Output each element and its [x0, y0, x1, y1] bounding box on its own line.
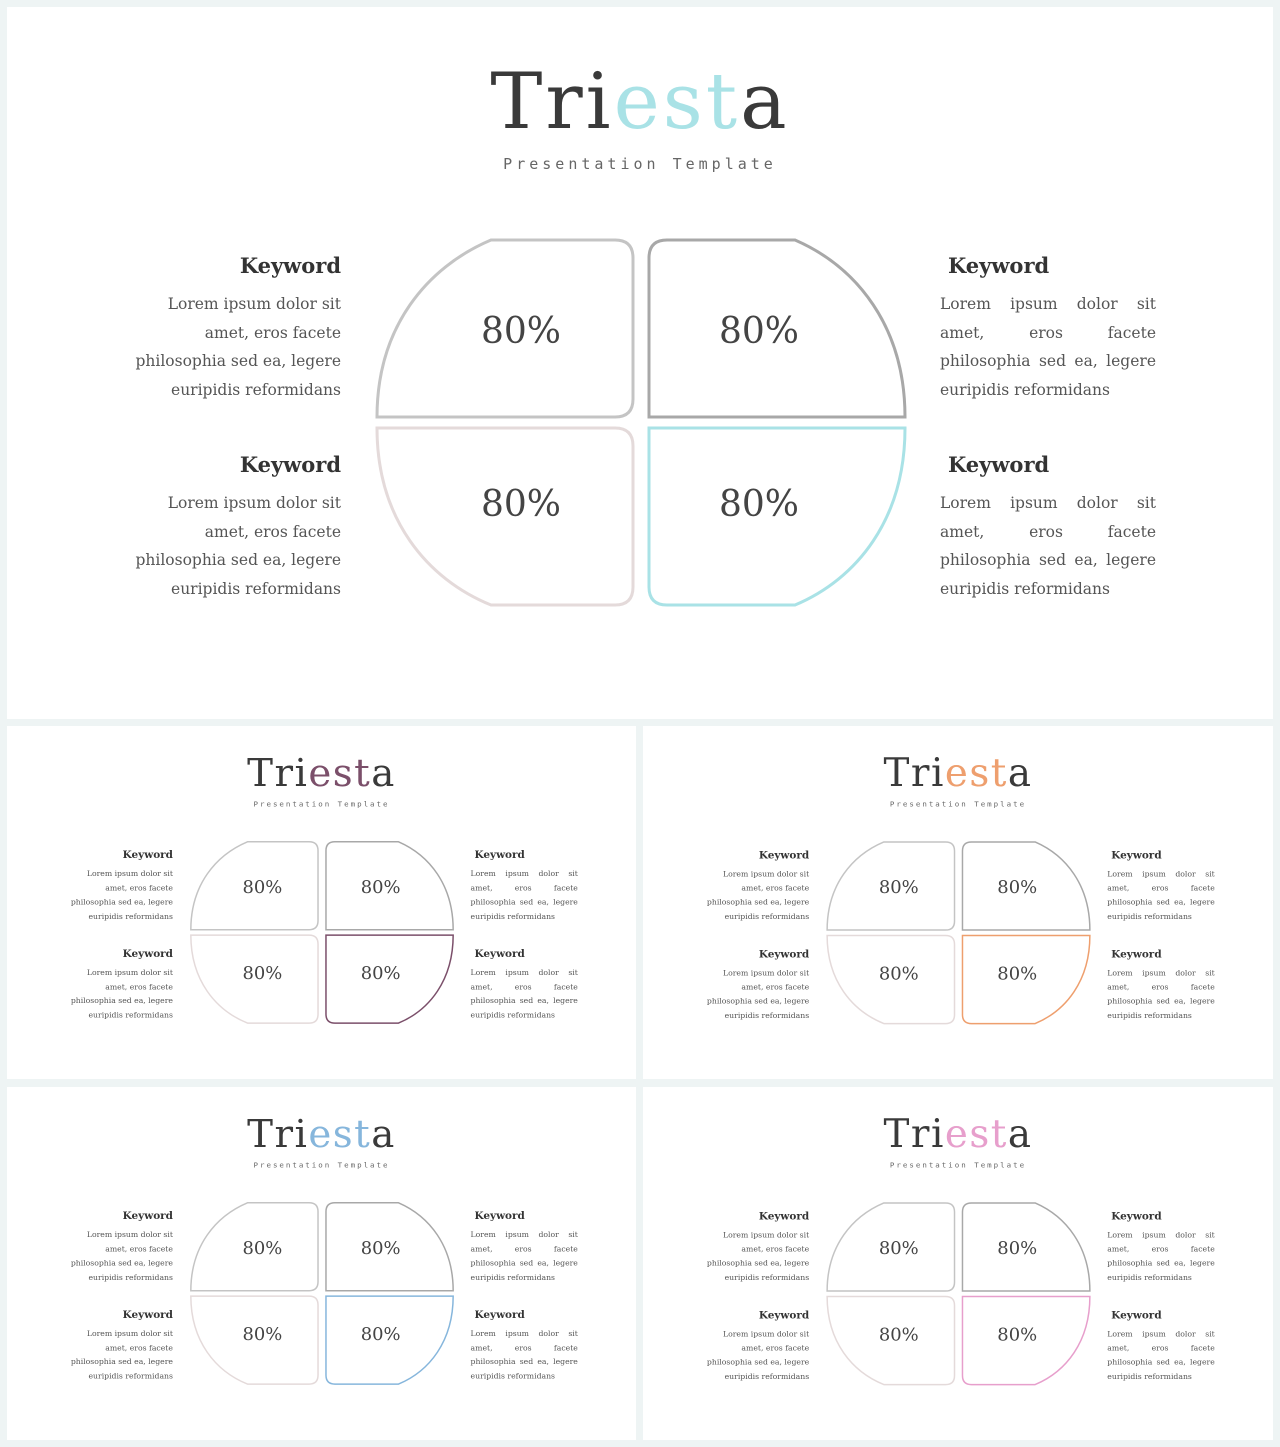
keyword-desc-bottom-right: Lorem ipsum dolor sit amet, eros facete philosophia sed ea, legere euripidis reformidans — [940, 494, 1156, 598]
quadrant-value-top-right: 80% — [360, 877, 401, 898]
keyword-heading-top-right: Keyword — [1111, 848, 1162, 861]
quadrant-value-bottom-right: 80% — [718, 484, 799, 525]
slide-subtitle: Presentation Template — [889, 799, 1027, 809]
keyword-desc-bottom-left: Lorem ipsum dolor sit amet, eros facete philosophia sed ea, legere euripidis reformidans — [70, 967, 173, 1020]
keyword-heading-top-left: Keyword — [758, 1209, 810, 1222]
keyword-heading-bottom-left: Keyword — [122, 1308, 173, 1321]
title-part-accent: est — [308, 750, 372, 796]
keyword-heading-bottom-right: Keyword — [474, 947, 525, 960]
keyword-desc-top-left: Lorem ipsum dolor sit amet, eros facete philosophia sed ea, legere euripidis reformidans — [706, 869, 810, 921]
keyword-heading-top-left: Keyword — [122, 848, 173, 861]
keyword-desc-bottom-right: Lorem ipsum dolor sit amet, eros facete philosophia sed ea, legere euripidis reformidans — [470, 1328, 578, 1381]
keyword-heading-top-right: Keyword — [474, 1209, 525, 1222]
keyword-desc-bottom-left: Lorem ipsum dolor sit amet, eros facete philosophia sed ea, legere euripidis reformidans — [706, 1329, 810, 1381]
title-part-1: Tri — [490, 57, 614, 147]
quadrant-value-top-left: 80% — [242, 1238, 283, 1259]
quadrant-value-bottom-left: 80% — [878, 1324, 919, 1345]
quadrant-value-top-left: 80% — [480, 311, 561, 352]
keyword-desc-bottom-right: Lorem ipsum dolor sit amet, eros facete philosophia sed ea, legere euripidis reformidans — [1107, 1329, 1215, 1381]
keyword-heading-top-left: Keyword — [758, 848, 810, 861]
slide-plum[interactable] — [7, 726, 636, 1079]
title-part-1: Tri — [247, 750, 309, 796]
keyword-heading-bottom-right: Keyword — [948, 452, 1050, 477]
quadrant-value-bottom-left: 80% — [878, 963, 919, 984]
quadrant-value-top-left: 80% — [878, 877, 919, 898]
quadrant-value-top-right: 80% — [997, 877, 1038, 898]
keyword-heading-bottom-left: Keyword — [758, 947, 810, 960]
slide-blue[interactable] — [7, 1087, 636, 1440]
slide-subtitle: Presentation Template — [253, 1160, 390, 1170]
title-part-accent: est — [613, 57, 741, 147]
title-part-3: a — [740, 57, 790, 147]
keyword-desc-top-right: Lorem ipsum dolor sit amet, eros facete philosophia sed ea, legere euripidis reformidans — [940, 295, 1156, 399]
slide-pink[interactable] — [643, 1087, 1273, 1440]
quadrant-value-top-right: 80% — [360, 1238, 401, 1259]
quadrant-value-bottom-left: 80% — [242, 962, 283, 984]
quadrant-value-bottom-right: 80% — [360, 962, 401, 984]
quadrant-value-bottom-right: 80% — [997, 963, 1038, 984]
title-part-3: a — [371, 750, 396, 796]
quadrant-value-bottom-left: 80% — [480, 484, 561, 525]
quadrant-value-bottom-right: 80% — [997, 1324, 1038, 1345]
keyword-desc-top-left: Lorem ipsum dolor sit amet, eros facete philosophia sed ea, legere euripidis reformidans — [135, 295, 341, 399]
title-part-1: Tri — [247, 1111, 309, 1157]
keyword-heading-bottom-right: Keyword — [1111, 1308, 1162, 1321]
quadrant-value-top-left: 80% — [878, 1238, 919, 1259]
keyword-desc-bottom-right: Lorem ipsum dolor sit amet, eros facete philosophia sed ea, legere euripidis reformidans — [1107, 968, 1215, 1020]
title-part-1: Tri — [883, 750, 945, 796]
slide-subtitle: Presentation Template — [503, 155, 777, 173]
title-part-accent: est — [944, 750, 1008, 796]
keyword-desc-top-right: Lorem ipsum dolor sit amet, eros facete philosophia sed ea, legere euripidis reformidans — [1107, 869, 1215, 921]
title-part-3: a — [1007, 750, 1033, 796]
keyword-heading-bottom-right: Keyword — [474, 1308, 525, 1321]
keyword-heading-top-left: Keyword — [122, 1209, 173, 1222]
keyword-heading-top-right: Keyword — [1111, 1209, 1162, 1222]
keyword-desc-top-left: Lorem ipsum dolor sit amet, eros facete philosophia sed ea, legere euripidis reformidans — [70, 1230, 173, 1282]
keyword-desc-top-left: Lorem ipsum dolor sit amet, eros facete philosophia sed ea, legere euripidis reformidans — [70, 869, 173, 921]
title-part-3: a — [371, 1111, 396, 1157]
keyword-desc-top-left: Lorem ipsum dolor sit amet, eros facete philosophia sed ea, legere euripidis reformidans — [706, 1230, 810, 1282]
keyword-desc-bottom-left: Lorem ipsum dolor sit amet, eros facete philosophia sed ea, legere euripidis reformidans — [135, 494, 341, 598]
keyword-heading-top-right: Keyword — [474, 848, 525, 861]
slide-orange[interactable] — [643, 726, 1273, 1079]
keyword-heading-top-right: Keyword — [948, 253, 1050, 278]
keyword-desc-bottom-left: Lorem ipsum dolor sit amet, eros facete philosophia sed ea, legere euripidis reformidans — [70, 1328, 173, 1381]
keyword-desc-bottom-left: Lorem ipsum dolor sit amet, eros facete philosophia sed ea, legere euripidis reformidans — [706, 968, 810, 1020]
title-part-1: Tri — [883, 1111, 945, 1157]
keyword-desc-top-right: Lorem ipsum dolor sit amet, eros facete philosophia sed ea, legere euripidis reformidans — [470, 1230, 578, 1282]
title-part-accent: est — [944, 1111, 1008, 1157]
keyword-desc-bottom-right: Lorem ipsum dolor sit amet, eros facete philosophia sed ea, legere euripidis reformidans — [470, 967, 578, 1020]
quadrant-value-bottom-right: 80% — [360, 1323, 401, 1345]
quadrant-value-top-left: 80% — [242, 877, 283, 898]
title-part-accent: est — [308, 1111, 372, 1157]
keyword-heading-bottom-left: Keyword — [122, 947, 173, 960]
slide-main[interactable] — [7, 7, 1273, 719]
keyword-desc-top-right: Lorem ipsum dolor sit amet, eros facete philosophia sed ea, legere euripidis reformidans — [470, 869, 578, 921]
quadrant-value-top-right: 80% — [718, 311, 799, 352]
keyword-heading-bottom-left: Keyword — [239, 452, 341, 477]
keyword-heading-bottom-left: Keyword — [758, 1308, 810, 1321]
slide-subtitle: Presentation Template — [889, 1160, 1027, 1170]
keyword-desc-top-right: Lorem ipsum dolor sit amet, eros facete philosophia sed ea, legere euripidis reformidans — [1107, 1230, 1215, 1282]
slide-subtitle: Presentation Template — [253, 799, 390, 809]
quadrant-value-bottom-left: 80% — [242, 1323, 283, 1345]
keyword-heading-bottom-right: Keyword — [1111, 947, 1162, 960]
keyword-heading-top-left: Keyword — [239, 253, 341, 278]
quadrant-value-top-right: 80% — [997, 1238, 1038, 1259]
title-part-3: a — [1007, 1111, 1033, 1157]
